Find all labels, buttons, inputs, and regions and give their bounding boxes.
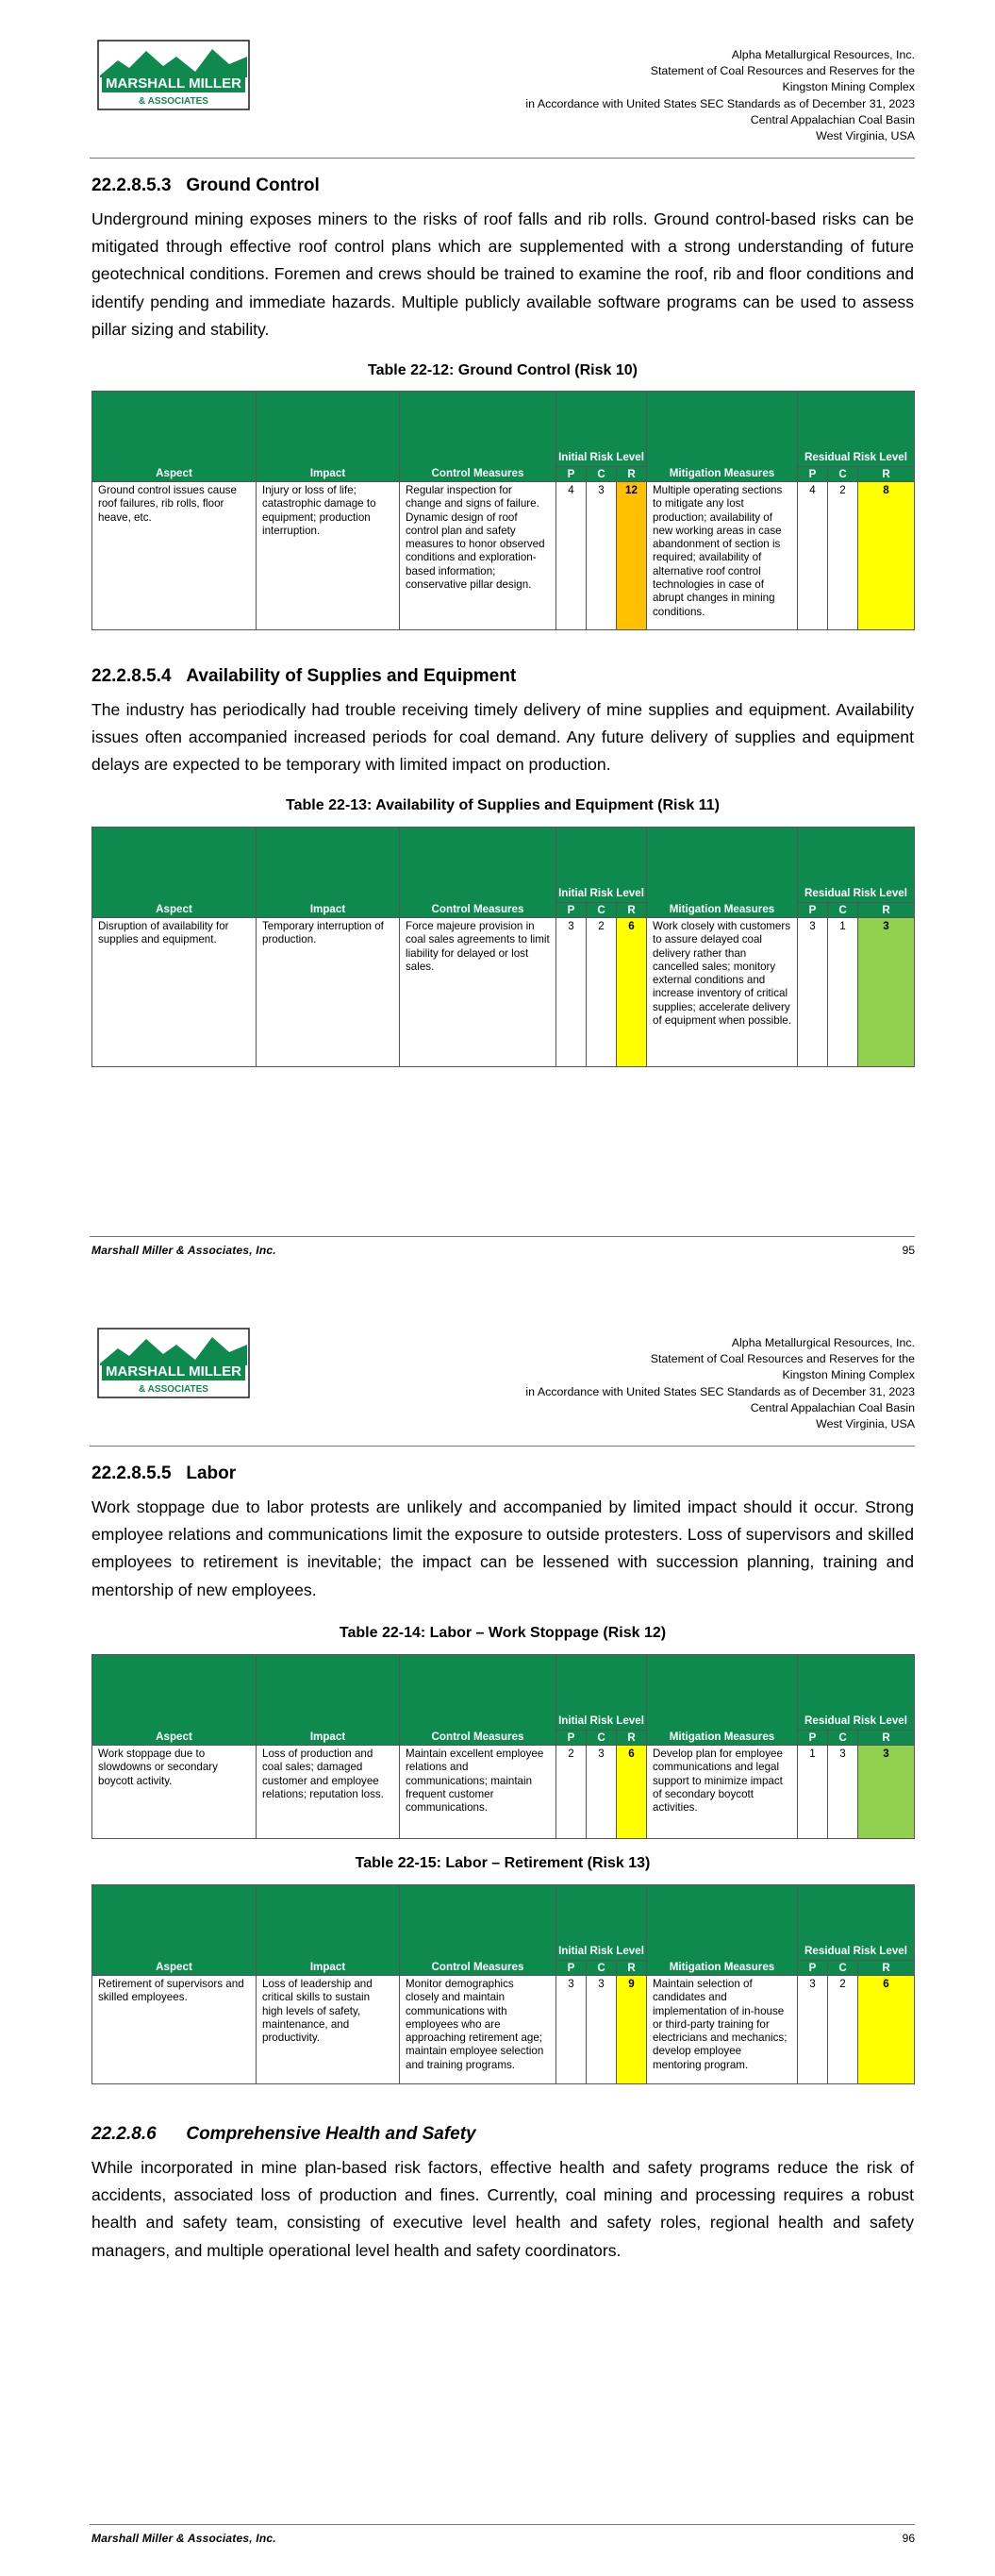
header-line: Kingston Mining Complex — [782, 80, 915, 94]
cell-mitigation: Develop plan for employee communications and legal support to minimize impact of secondary boycott activities. — [647, 1746, 798, 1839]
table-22-15 — [91, 1884, 914, 2084]
header-line: in Accordance with United States SEC Standards as of December 31, 2023 — [525, 96, 915, 110]
col-aspect: Aspect — [92, 828, 257, 918]
header-line: Central Appalachian Coal Basin — [750, 1400, 915, 1414]
cell-control: Maintain excellent employee relations and communications; maintain frequent customer communications. — [400, 1746, 556, 1839]
section-supplies — [91, 666, 914, 779]
section-paragraph: The industry has periodically had trouble receiving timely delivery of mine supplies and equipment. Availability issues often accompanied increased periods for coal demand. Any future delivery of supplies and equipment delays are expected to be temporary with limited impact on production. — [91, 700, 914, 775]
col-c: C — [828, 1961, 858, 1976]
cell-initial-p: 3 — [556, 1976, 587, 2084]
section-health-safety — [91, 2124, 914, 2265]
footer-divider — [90, 1236, 915, 1237]
col-c: C — [587, 903, 617, 918]
col-mitigation: Mitigation Measures — [647, 828, 798, 918]
cell-initial-c: 3 — [587, 1746, 617, 1839]
col-r: R — [617, 467, 647, 482]
svg-text:MARSHALL MILLER: MARSHALL MILLER — [106, 1363, 241, 1380]
cell-residual-c: 2 — [828, 1976, 858, 2084]
table-caption: Table 22-12: Ground Control (Risk 10) — [368, 362, 638, 378]
table-22-14-block — [91, 1625, 914, 1642]
col-p: P — [556, 467, 587, 482]
col-c: C — [828, 467, 858, 482]
cell-impact: Temporary interruption of production. — [257, 918, 400, 1067]
cell-residual-c: 2 — [828, 482, 858, 630]
col-r: R — [858, 467, 915, 482]
col-residual-risk: Residual Risk Level — [798, 392, 915, 467]
cell-mitigation: Work closely with customers to assure delayed coal delivery rather than cancelled sales; monitory external conditions and increase inventory of critical supplies; accelerate delivery of equipment when possible. — [647, 918, 798, 1067]
cell-residual-c: 1 — [828, 918, 858, 1067]
section-heading: 22.2.8.6 Comprehensive Health and Safety — [91, 2124, 476, 2144]
col-mitigation: Mitigation Measures — [647, 392, 798, 482]
col-c: C — [828, 903, 858, 918]
col-initial-risk: Initial Risk Level — [556, 1655, 647, 1731]
table-row — [92, 1746, 915, 1839]
cell-residual-p: 3 — [798, 1976, 828, 2084]
page-number: 95 — [902, 1244, 915, 1257]
section-heading: 22.2.8.5.5 Labor — [91, 1464, 237, 1483]
col-r: R — [617, 1731, 647, 1746]
col-impact: Impact — [257, 1885, 400, 1976]
table-22-13-block — [91, 797, 914, 814]
col-r: R — [858, 903, 915, 918]
header-line: Kingston Mining Complex — [782, 1368, 915, 1382]
table-row — [92, 918, 915, 1067]
cell-initial-p: 2 — [556, 1746, 587, 1839]
col-control: Control Measures — [400, 1655, 556, 1746]
col-c: C — [587, 467, 617, 482]
col-r: R — [617, 903, 647, 918]
table-caption: Table 22-13: Availability of Supplies and Equipment (Risk 11) — [286, 797, 720, 813]
col-r: R — [858, 1961, 915, 1976]
col-mitigation: Mitigation Measures — [647, 1655, 798, 1746]
table-22-12-block — [91, 362, 914, 379]
cell-aspect: Disruption of availability for supplies and equipment. — [92, 918, 257, 1067]
cell-initial-r: 12 — [617, 482, 647, 630]
table-22-12 — [91, 391, 914, 630]
col-aspect: Aspect — [92, 392, 257, 482]
table-22-13 — [91, 827, 914, 1067]
cell-residual-p: 4 — [798, 482, 828, 630]
table-caption: Table 22-14: Labor – Work Stoppage (Risk 12) — [339, 1625, 667, 1641]
cell-residual-p: 3 — [798, 918, 828, 1067]
page-number: 96 — [902, 2532, 915, 2545]
cell-control: Monitor demographics closely and maintain communications with employees who are approaching retirement age; maintain employee selection and training programs. — [400, 1976, 556, 2084]
header-divider — [90, 158, 915, 159]
svg-text:& ASSOCIATES: & ASSOCIATES — [139, 96, 208, 107]
cell-residual-r: 6 — [858, 1976, 915, 2084]
cell-residual-r: 8 — [858, 482, 915, 630]
table-22-14 — [91, 1654, 914, 1839]
col-mitigation: Mitigation Measures — [647, 1885, 798, 1976]
col-impact: Impact — [257, 392, 400, 482]
col-residual-risk: Residual Risk Level — [798, 1885, 915, 1961]
col-p: P — [798, 1961, 828, 1976]
company-logo — [97, 40, 250, 110]
cell-initial-c: 3 — [587, 1976, 617, 2084]
col-control: Control Measures — [400, 392, 556, 482]
col-aspect: Aspect — [92, 1655, 257, 1746]
cell-control: Force majeure provision in coal sales agreements to limit liability for delayed or lost sales. — [400, 918, 556, 1067]
footer-company: Marshall Miller & Associates, Inc. — [91, 2532, 276, 2545]
header-divider — [90, 1446, 915, 1447]
col-p: P — [798, 1731, 828, 1746]
section-ground-control — [91, 176, 914, 343]
col-initial-risk: Initial Risk Level — [556, 828, 647, 903]
cell-aspect: Work stoppage due to slowdowns or secondary boycott activity. — [92, 1746, 257, 1839]
section-heading: 22.2.8.5.3 Ground Control — [91, 176, 320, 195]
footer-company: Marshall Miller & Associates, Inc. — [91, 1244, 276, 1257]
cell-impact: Injury or loss of life; catastrophic damage to equipment; production interruption. — [257, 482, 400, 630]
header-line: Alpha Metallurgical Resources, Inc. — [731, 48, 915, 61]
section-heading: 22.2.8.5.4 Availability of Supplies and Equipment — [91, 666, 517, 686]
cell-initial-p: 3 — [556, 918, 587, 1067]
col-r: R — [858, 1731, 915, 1746]
cell-initial-r: 6 — [617, 918, 647, 1067]
table-caption: Table 22-15: Labor – Retirement (Risk 13) — [355, 1855, 651, 1871]
col-p: P — [556, 903, 587, 918]
cell-mitigation: Multiple operating sections to mitigate any lost production; availability of new working areas in case abandonment of section is required; availability of alternative roof control technologies in case of abrupt changes in mining conditions. — [647, 482, 798, 630]
cell-initial-r: 9 — [617, 1976, 647, 2084]
header-line: Statement of Coal Resources and Reserves for the — [650, 1352, 915, 1366]
section-paragraph: Work stoppage due to labor protests are unlikely and accompanied by limited impact should it occur. Strong employee relations and communications limit the exposure to outside protesters. Loss of supervisors and skilled employees to retirement is inevitable; the impact can be lessened with succession planning, training and mentorship of new employees. — [91, 1497, 914, 1599]
col-p: P — [556, 1961, 587, 1976]
col-aspect: Aspect — [92, 1885, 257, 1976]
table-row — [92, 1976, 915, 2084]
cell-control: Regular inspection for change and signs of failure. Dynamic design of roof control plan and safety measures to honor observed conditions and exploration-based information; conservative pillar design. — [400, 482, 556, 630]
cell-impact: Loss of leadership and critical skills to sustain high levels of safety, maintenance, and productivity. — [257, 1976, 400, 2084]
header-line: West Virginia, USA — [816, 1417, 915, 1431]
section-labor — [91, 1464, 914, 1604]
header-line: West Virginia, USA — [816, 129, 915, 143]
table-row — [92, 482, 915, 630]
svg-text:& ASSOCIATES: & ASSOCIATES — [139, 1384, 208, 1395]
col-impact: Impact — [257, 828, 400, 918]
header-line: in Accordance with United States SEC Standards as of December 31, 2023 — [525, 1384, 915, 1398]
company-logo — [97, 1328, 250, 1398]
cell-initial-c: 3 — [587, 482, 617, 630]
col-c: C — [587, 1731, 617, 1746]
cell-mitigation: Maintain selection of candidates and implementation of in-house or third-party training for electricians and mechanics; develop employee mentoring program. — [647, 1976, 798, 2084]
col-r: R — [617, 1961, 647, 1976]
table-22-15-block — [91, 1855, 914, 1872]
section-paragraph: Underground mining exposes miners to the risks of roof falls and rib rolls. Ground control-based risks can be mitigated through effective roof control plans which are supplemented with a strong understanding of future geotechnical conditions. Foremen and crews should be trained to examine the roof, rib and floor conditions and identify pending and immediate hazards. Multiple publicly available software programs can be used to assess pillar sizing and stability. — [91, 209, 914, 339]
col-residual-risk: Residual Risk Level — [798, 828, 915, 903]
cell-aspect: Ground control issues cause roof failures, rib rolls, floor heave, etc. — [92, 482, 257, 630]
cell-residual-c: 3 — [828, 1746, 858, 1839]
cell-initial-p: 4 — [556, 482, 587, 630]
col-p: P — [556, 1731, 587, 1746]
cell-residual-r: 3 — [858, 1746, 915, 1839]
header-line: Central Appalachian Coal Basin — [750, 112, 915, 126]
header-line: Statement of Coal Resources and Reserves for the — [650, 64, 915, 78]
report-header — [387, 47, 915, 144]
col-control: Control Measures — [400, 1885, 556, 1976]
cell-residual-r: 3 — [858, 918, 915, 1067]
cell-impact: Loss of production and coal sales; damaged customer and employee relations; reputation loss. — [257, 1746, 400, 1839]
cell-residual-p: 1 — [798, 1746, 828, 1839]
cell-initial-r: 6 — [617, 1746, 647, 1839]
col-c: C — [587, 1961, 617, 1976]
col-residual-risk: Residual Risk Level — [798, 1655, 915, 1731]
col-initial-risk: Initial Risk Level — [556, 1885, 647, 1961]
page-96 — [0, 1288, 995, 2576]
section-paragraph: While incorporated in mine plan-based risk factors, effective health and safety programs reduce the risk of accidents, associated loss of production and fines. Currently, coal mining and processing requires a robust health and safety team, consisting of executive level health and safety roles, regional health and safety managers, and multiple operational level health and safety coordinators. — [91, 2158, 914, 2260]
col-control: Control Measures — [400, 828, 556, 918]
col-p: P — [798, 467, 828, 482]
report-header — [387, 1335, 915, 1432]
col-c: C — [828, 1731, 858, 1746]
col-initial-risk: Initial Risk Level — [556, 392, 647, 467]
col-p: P — [798, 903, 828, 918]
header-line: Alpha Metallurgical Resources, Inc. — [731, 1336, 915, 1349]
svg-text:MARSHALL MILLER: MARSHALL MILLER — [106, 75, 241, 92]
col-impact: Impact — [257, 1655, 400, 1746]
footer-divider — [90, 2524, 915, 2525]
cell-initial-c: 2 — [587, 918, 617, 1067]
cell-aspect: Retirement of supervisors and skilled employees. — [92, 1976, 257, 2084]
